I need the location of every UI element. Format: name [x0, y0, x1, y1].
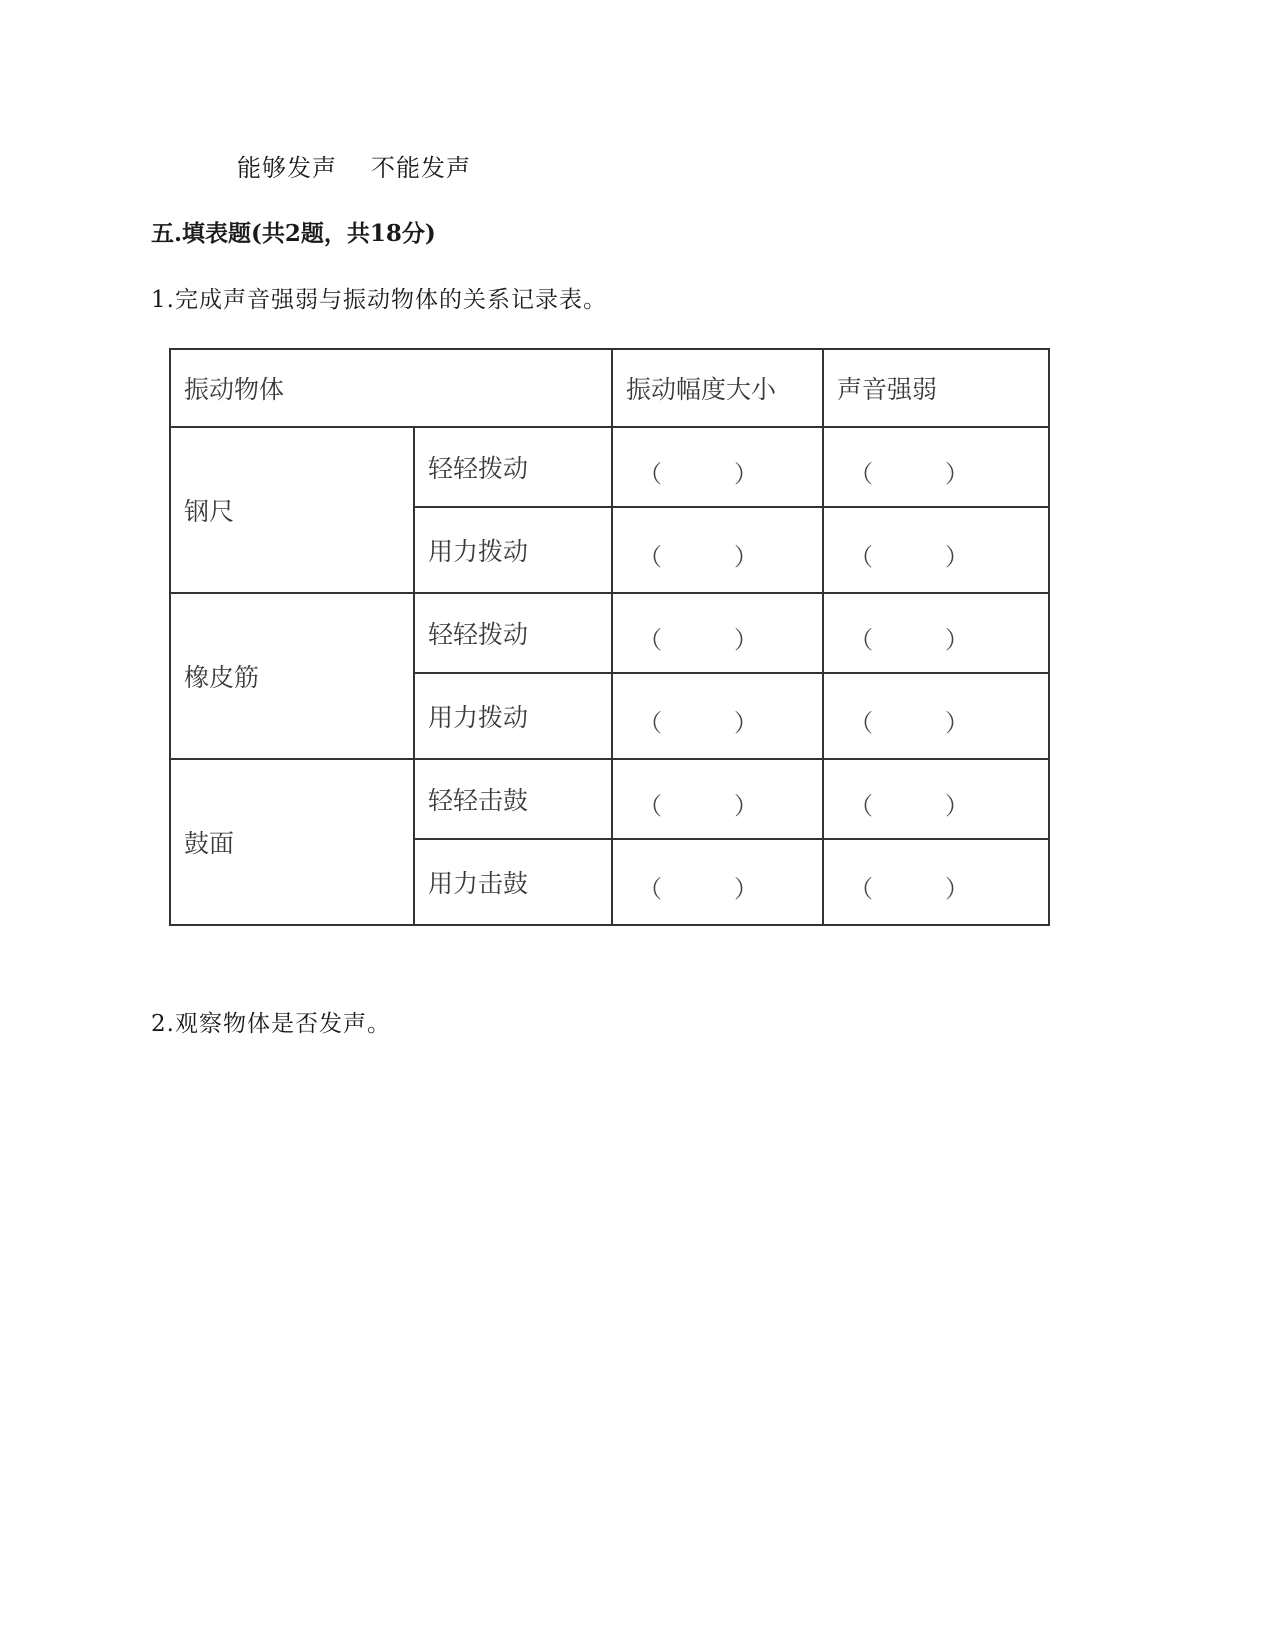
amplitude-blank[interactable]: （ ） [612, 673, 823, 759]
loudness-blank[interactable]: （ ） [823, 839, 1049, 925]
table-row [170, 593, 1049, 673]
question-2: 2.观察物体是否发声。 [151, 1011, 391, 1037]
loudness-blank[interactable]: （ ） [823, 673, 1049, 759]
table-row [170, 759, 1049, 839]
table-header-row [170, 349, 1049, 427]
answer-options [237, 148, 471, 183]
amplitude-blank[interactable]: （ ） [612, 507, 823, 593]
action-cell: 用力拨动 [414, 673, 612, 759]
loudness-blank[interactable]: （ ） [823, 507, 1049, 593]
table-row [170, 427, 1049, 507]
option-can-sound: 能够发声 [237, 154, 337, 182]
action-cell: 用力击鼓 [414, 839, 612, 925]
question-1: 1.完成声音强弱与振动物体的关系记录表。 [151, 287, 607, 313]
record-table [169, 348, 1050, 926]
header-vibrating-object: 振动物体 [170, 349, 612, 427]
amplitude-blank[interactable]: （ ） [612, 427, 823, 507]
loudness-blank[interactable]: （ ） [823, 759, 1049, 839]
action-cell: 轻轻拨动 [414, 427, 612, 507]
action-cell: 轻轻击鼓 [414, 759, 612, 839]
action-cell: 用力拨动 [414, 507, 612, 593]
action-cell: 轻轻拨动 [414, 593, 612, 673]
section-heading: 五.填表题(共2题，共18分) [151, 220, 436, 247]
object-cell: 钢尺 [170, 427, 414, 593]
amplitude-blank[interactable]: （ ） [612, 839, 823, 925]
amplitude-blank[interactable]: （ ） [612, 759, 823, 839]
loudness-blank[interactable]: （ ） [823, 593, 1049, 673]
object-cell: 鼓面 [170, 759, 414, 925]
amplitude-blank[interactable]: （ ） [612, 593, 823, 673]
header-amplitude: 振动幅度大小 [612, 349, 823, 427]
header-loudness: 声音强弱 [823, 349, 1049, 427]
loudness-blank[interactable]: （ ） [823, 427, 1049, 507]
object-cell: 橡皮筋 [170, 593, 414, 759]
option-cannot-sound: 不能发声 [371, 154, 471, 182]
